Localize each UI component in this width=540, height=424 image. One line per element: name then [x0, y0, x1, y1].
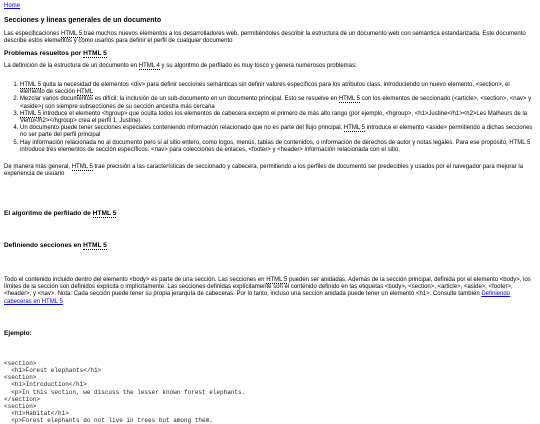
- list-item: 3. HTML 5 introduce el elemento <hgroup> que oculta todos los elementos de cabecera excepto el primero de más alto rango (por ejemplo, <hgroup>, <h1>Justine</h1><h2>Les Malheurs de la Vertu</h2></hgroup> crea el perfil 1. Justine).: [20, 111, 536, 125]
- problems-intro: La definición de la estructura de un documento en HTML 4 y su algoritmo de perfilado es muy tosco y genera numerosos problemas:: [4, 62, 357, 69]
- page-title: Secciones y líneas generales de un documento: [4, 17, 162, 25]
- intro-paragraph: Las especificaciones HTML 5 trae muchos nuevos elementos a los desarrolladores web, permitiéndoles describir la estructura de un documento web con semántica estandarizada. Este documento describe estos elementos y cómo usarlos para definir el perfil de cualquier documento: [4, 30, 526, 44]
- html5-abbr: HTML 5: [83, 49, 107, 57]
- list-item: 4. Un documento puede tener secciones especiales conteniendo información relacionado que no es parte del flujo principal. HTML 5 introduce el elemento <aside> permitiendo a dichas secciones no ser parte del perfil principal: [20, 125, 536, 139]
- list-item: 1. HTML 5 quita la necesidad de elementos <div> para definir secciones semánticas sin definir valores específicos para los atributos class, introduciendo un nuevo elemento, <section>, el elemento de sección HTML: [20, 82, 536, 96]
- defining-headers-link[interactable]: Definiendo cabeceras en HTML 5: [4, 291, 511, 305]
- html5-abbr: HTML 5: [61, 30, 83, 37]
- defining-heading: Definiendo secciones en HTML 5: [4, 242, 107, 250]
- algorithm-heading: El algoritmo de perfilado de HTML 5: [4, 210, 117, 218]
- list-item: 5. Hay información relacionada no al documento pero si al sitio entero, como logos, menús, tablas de contenidos, o información de derechos de autor y notas legales. Para ese propósito, HTML 5 introduce tres elementos de sección específicos: <nav> para colecciones de enlaces, <footer> y <header> información relacionada con el sitio.: [20, 140, 536, 154]
- defining-paragraph: Todo el contenido incluido dentro del elemento <body> es parte de una sección. Las secciones en HTML 5 pueden ser anidadas. Además de la sección principal, definida por el elemento <body>, los límites de la sección son definidos explícita o implícitamente. Las secciones definidas explícitamente son el contenido definido en las etiquetas <body>, <section>, <article>, <aside>, <footer>, <header>, y <nav>. Nota: Cada sección puede tener su propia jerarquía de cabeceras. Por lo tanto, incluso una sección anidada puede tener un elemento <h1>. Consulte también Definiendo cabeceras en HTML 5: [4, 277, 531, 305]
- html4-abbr: HTML 4: [138, 62, 160, 69]
- home-link[interactable]: Home: [4, 3, 21, 9]
- summary-paragraph: De manera más general, HTML 5 trae precisión a las características de seccionado y cabecera, permitiendo a los perfiles de documento ser predecibles y usados por el navegador para mejorar la experiencia de usuario: [4, 163, 524, 178]
- problems-heading: Problemas resueltos por HTML 5: [4, 49, 107, 57]
- code-example: <section> <h1>Forest elephants</h1> <section> <h1>Introduction</h1> <p>In this section, we discuss the lesser known forest elephants. </section> <section> <h1>Habitat</h1> <p>Forest elephants do not live in trees but among them.: [4, 359, 246, 424]
- list-item: 2. Mezclar varios documentos es difícil: la inclusión de un sub-documento en un documento principal. Esto se resuelve en HTML 5 con los elementos de seccionado (<article>, <section>, <nav> y <aside>) son siempre subsecciones de su sección ancestra más cercana: [20, 96, 536, 110]
- problems-list: [4, 82, 536, 154]
- example-heading: Ejemplo:: [4, 329, 32, 337]
